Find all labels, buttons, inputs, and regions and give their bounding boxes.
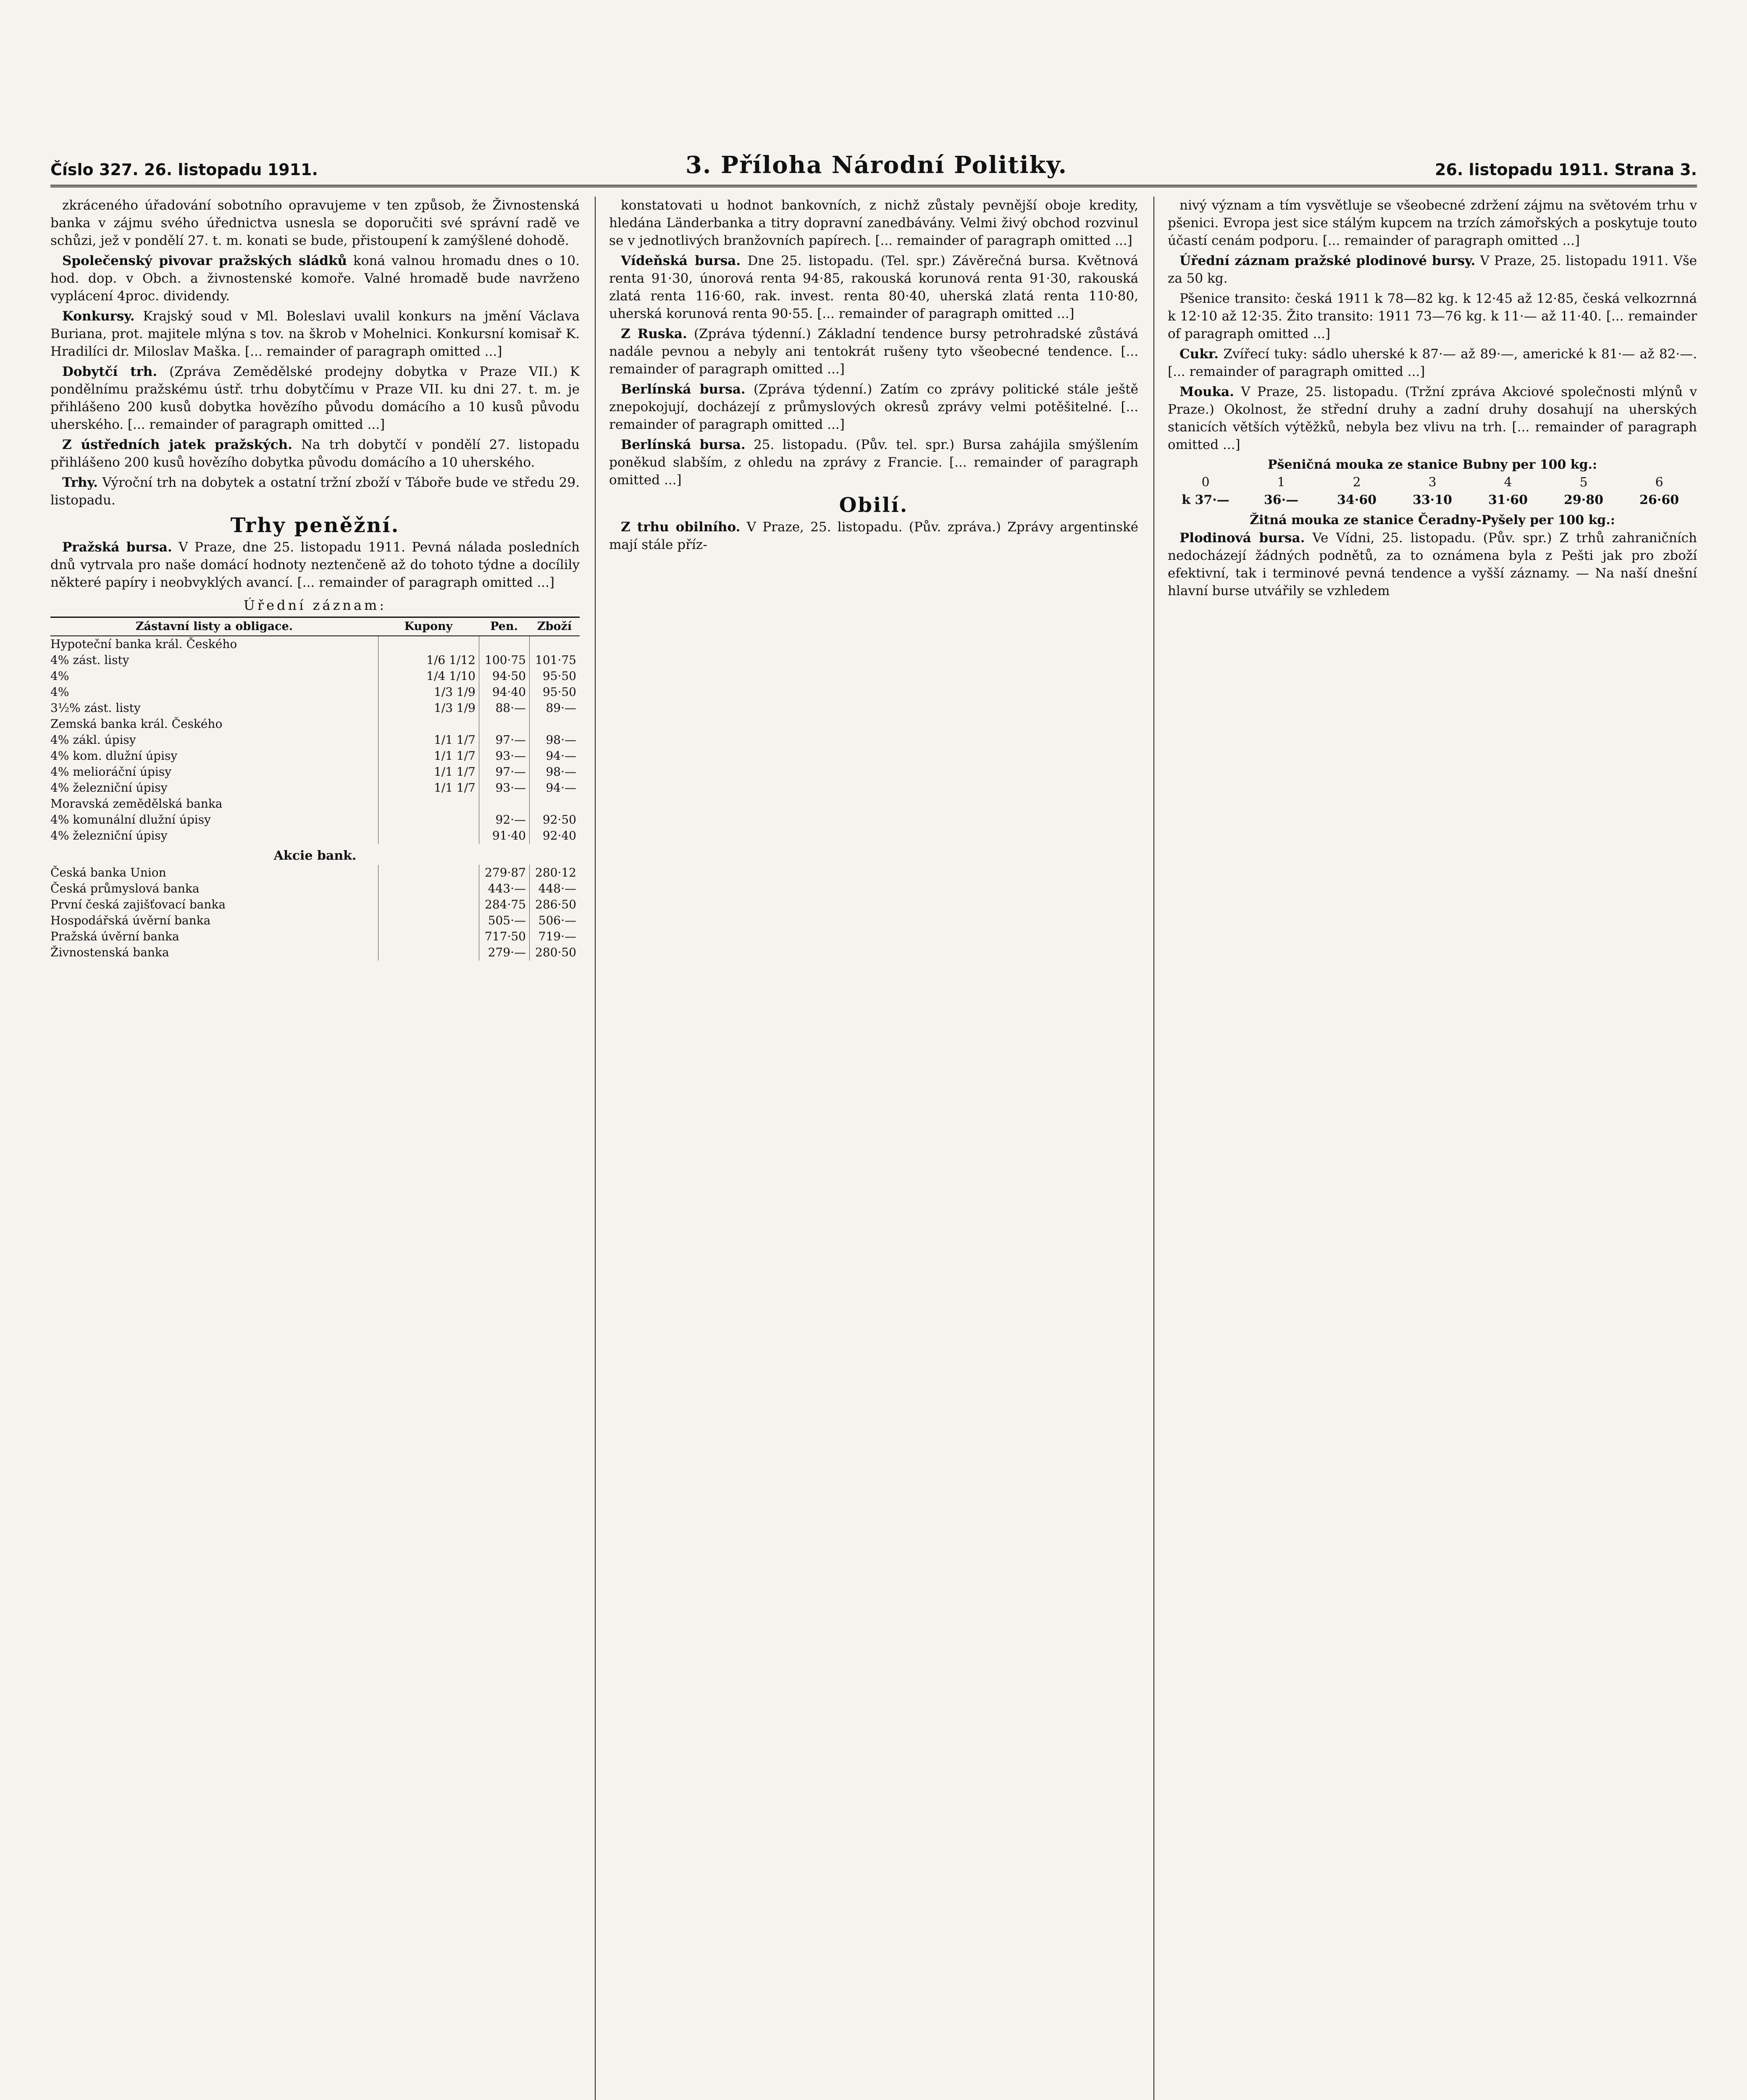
table-cell: 89·—	[529, 700, 580, 716]
table-cell: 1/6 1/12	[378, 652, 479, 668]
article-body: (Zpráva Zemědělské prodejny dobytka v Praze VII.) K pondělnímu pražskému ústř. trhu dobytčímu v Praze VII. ku dni 27. t. m. je přihlášeno 200 kusů dobytka hovězího původu domácího a 10 kusů původu uherského. [... remainder of paragraph omitted ...]	[50, 364, 580, 432]
table-cell: 719·—	[529, 929, 580, 945]
table-cell	[529, 716, 580, 732]
table-row	[50, 764, 580, 780]
table-cell	[378, 881, 479, 897]
table-cell: Hypoteční banka král. Českého	[50, 637, 237, 651]
article-body: (Zpráva týdenní.) Zatím co zprávy politické stále ještě znepokojují, docházejí z průmyslových okresů zprávy velmi potěšitelné. [... remainder of paragraph omitted ...]	[609, 382, 1138, 432]
table-cell: 4% zást. listy	[50, 653, 129, 667]
table-cell: 1/3 1/9	[378, 700, 479, 716]
table-cell: 100·75	[479, 652, 529, 668]
table-cell	[378, 636, 479, 652]
table-subtitle: Akcie bank.	[273, 848, 357, 863]
table-cell: Moravská zemědělská banka	[50, 797, 223, 811]
article-body: V Praze, 25. listopadu. (Tržní zpráva Akciové společnosti mlýnů v Praze.) Okolnost, že střední druhy a zadní druhy dosahují na uherských stanicích větších výtěžků, nebyla bez vlivu na trh. [... remainder of paragraph omitted ...]	[1168, 384, 1697, 452]
page-header	[50, 151, 1697, 187]
article-lead: Vídeňská bursa.	[621, 253, 741, 268]
subheading: Úřední záznam:	[243, 597, 387, 613]
article-body: V Praze, dne 25. listopadu 1911. Pevná nálada posledních dnů vytrvala pro naše domácí hodnoty neztenčeně až do tohoto týdne a docílily některé papíry i neobvyklých avancí. [... remainder of paragraph omitted ...]	[50, 540, 580, 590]
article-lead: Z Ruska.	[621, 326, 687, 341]
article-body: Krajský soud v Ml. Boleslavi uvalil konkurs na jmění Václava Buriana, prot. majitele mlýna s tov. na škrob v Mohelnici. Konkursní komisař K. Hradilíci dr. Miloslav Maška. [... remainder of paragraph omitted ...]	[50, 309, 580, 359]
article-lead: Úřední záznam pražské plodinové bursy.	[1180, 253, 1476, 268]
article-paragraph	[609, 436, 1138, 489]
grade: 2	[1353, 475, 1361, 490]
table-cell: Česká průmyslová banka	[50, 882, 200, 895]
article-body: V Praze, 25. listopadu. (Pův. zpráva.) Zprávy argentinské mají stále příz-	[609, 520, 1138, 552]
article-lead: Konkursy.	[62, 309, 135, 324]
article-body: Ve Vídni, 25. listopadu. (Pův. spr.) Z trhů zahraničních nedocházejí žádných podnětů, za to oznámena byla z Pešti jak pro zboží efektivní, tak i terminové pevná tendence a vyšší záznamy. — Na naší dnešní hlavní burse utvářily se vzhledem	[1168, 530, 1697, 598]
table-cell: 94·40	[479, 684, 529, 700]
table-cell	[378, 796, 479, 812]
article-text: zkráceného úřadování sobotního opravujeme v ten způsob, že Živnostenská banka v zájmu svého úřednictva usnesla se doporučiti své správní radě ve schůzi, jež v pondělí 27. t. m. konati se bude, přistoupení k zamýšlené dohodě.	[50, 198, 580, 248]
price: 31·60	[1488, 493, 1528, 507]
table-cell: 94·—	[529, 780, 580, 796]
article-body: Výroční trh na dobytek a ostatní tržní zboží v Táboře bude ve středu 29. listopadu.	[50, 475, 580, 508]
table-cell	[378, 828, 479, 844]
table-cell: 1/3 1/9	[378, 684, 479, 700]
table-cell: Hospodářská úvěrní banka	[50, 914, 211, 927]
table-cell: 3½% zást. listy	[50, 701, 141, 715]
table-cell: 717·50	[479, 929, 529, 945]
table-cell: 97·—	[479, 732, 529, 748]
article-paragraph	[1168, 383, 1697, 454]
article-lead: Dobytčí trh.	[62, 364, 158, 379]
table-cell: 4% komunální dlužní úpisy	[50, 813, 211, 827]
table-cell: 4% kom. dlužní úpisy	[50, 749, 178, 763]
price: 33·10	[1413, 493, 1452, 507]
table-cell: 1/1 1/7	[378, 780, 479, 796]
column-header: Zboží	[537, 620, 572, 633]
table-cell: 88·—	[479, 700, 529, 716]
section-title: Obilí.	[839, 494, 909, 517]
table-cell	[378, 897, 479, 913]
table-cell: 101·75	[529, 652, 580, 668]
article-body: Dne 25. listopadu. (Tel. spr.) Závěrečná bursa. Květnová renta 91·30, únorová renta 94·85, rakouská korunová renta 91·30, rakouská zlatá renta 116·60, rak. invest. renta 80·40, uherská zlatá renta 110·80, uherská korunová renta 90·55. [... remainder of paragraph omitted ...]	[609, 253, 1138, 321]
article-paragraph	[50, 252, 580, 305]
page-number: 26. listopadu 1911. Strana 3.	[1435, 160, 1697, 179]
three-columns	[50, 197, 1697, 2100]
price: 29·80	[1564, 493, 1603, 507]
masthead: 3. Příloha Národní Politiky.	[685, 151, 1067, 179]
article-paragraph	[609, 325, 1138, 378]
article-paragraph	[609, 381, 1138, 433]
table-cell: 98·—	[529, 764, 580, 780]
table-cell: Pražská úvěrní banka	[50, 929, 179, 943]
article-paragraph	[1168, 345, 1697, 381]
rye-label: Žitná mouka ze stanice Čeradny-Pyšely per 100 kg.:	[1250, 513, 1615, 528]
table-row	[50, 881, 580, 897]
table-cell: 4%	[50, 669, 69, 683]
section-title: Trhy peněžní.	[230, 514, 400, 537]
grade: 0	[1201, 475, 1210, 490]
table-cell: 286·50	[529, 897, 580, 913]
table-row	[50, 716, 580, 732]
article-lead: Mouka.	[1180, 384, 1234, 399]
table-cell: 443·—	[479, 881, 529, 897]
grade: 5	[1579, 475, 1588, 490]
table-cell: 4%	[50, 685, 69, 699]
table-cell: 1/4 1/10	[378, 668, 479, 684]
table-cell: 93·—	[479, 748, 529, 764]
article-paragraph	[1168, 529, 1697, 600]
table-row	[50, 668, 580, 684]
table-row	[50, 945, 580, 961]
article-lead: Společenský pivovar pražských sládků	[62, 253, 347, 268]
issue-date: Číslo 327. 26. listopadu 1911.	[50, 160, 318, 179]
article-paragraph	[50, 307, 580, 360]
article-text: konstatovati u hodnot bankovních, z nichž zůstaly pevnější oboje kredity, hledána Länderbanka a titry dopravní zanedbávány. Velmi živý obchod rozvinul se v jednotlivých branžovních papírech. [... remainder of paragraph omitted ...]	[609, 198, 1138, 248]
table-cell: 505·—	[479, 913, 529, 929]
grade: 1	[1277, 475, 1285, 490]
article-lead: Z ústředních jatek pražských.	[62, 437, 292, 452]
article-paragraph	[50, 363, 580, 433]
table-cell: 92·50	[529, 812, 580, 828]
column-header: Pen.	[490, 620, 518, 633]
table-cell	[378, 913, 479, 929]
table-row	[50, 865, 580, 881]
table-cell	[479, 636, 529, 652]
table-cell	[378, 945, 479, 961]
table-row	[50, 700, 580, 716]
table-cell: 506·—	[529, 913, 580, 929]
table-cell: 279·87	[479, 865, 529, 881]
article-body: koná valnou hromadu dnes o 10. hod. dop. v Obch. a živnostenské komoře. Valné hromadě bude navrženo vyplácení 4proc. dividendy.	[50, 253, 580, 304]
table-cell: 95·50	[529, 684, 580, 700]
table-cell: Česká banka Union	[50, 866, 166, 879]
table-cell	[529, 636, 580, 652]
flour-label: Pšeničná mouka ze stanice Bubny per 100 kg.:	[1267, 457, 1597, 472]
table-cell: 448·—	[529, 881, 580, 897]
column-2	[595, 197, 1138, 2100]
article-paragraph	[50, 538, 580, 591]
table-cell: Živnostenská banka	[50, 945, 169, 959]
grade: 6	[1655, 475, 1663, 490]
article-paragraph	[609, 252, 1138, 323]
table-cell: 280·12	[529, 865, 580, 881]
table-cell: První česká zajišťovací banka	[50, 898, 226, 911]
article-lead: Trhy.	[62, 475, 98, 490]
table-cell: 92·—	[479, 812, 529, 828]
table-cell: 98·—	[529, 732, 580, 748]
article-text: Pšenice transito: česká 1911 k 78—82 kg. k 12·45 až 12·85, česká velkozrnná k 12·10 až 12·35. Žito transito: 1911 73—76 kg. k 11·— až 11·40. [... remainder of paragraph omitted ...]	[1168, 291, 1697, 341]
price: k 37·—	[1182, 493, 1229, 507]
article-paragraph	[609, 518, 1138, 554]
table-row	[50, 913, 580, 929]
article-paragraph	[50, 436, 580, 471]
table-cell: 4% železniční úpisy	[50, 781, 168, 795]
price: 26·60	[1639, 493, 1679, 507]
table-cell	[378, 929, 479, 945]
table-body	[50, 636, 580, 844]
table-cell	[479, 716, 529, 732]
table-row	[50, 828, 580, 844]
table-cell: 93·—	[479, 780, 529, 796]
table-row	[50, 684, 580, 700]
table-header	[50, 617, 580, 636]
table-cell	[479, 796, 529, 812]
article-lead: Cukr.	[1180, 346, 1219, 362]
table-cell	[378, 812, 479, 828]
newspaper-page	[50, 151, 1697, 2100]
table-row	[50, 732, 580, 748]
price: 36·—	[1264, 493, 1299, 507]
table-row	[50, 897, 580, 913]
table-cell: 4% melioráční úpisy	[50, 765, 171, 779]
column-header: Kupony	[404, 620, 453, 633]
article-lead: Berlínská bursa.	[621, 437, 746, 452]
table-row	[50, 929, 580, 945]
article-lead: Pražská bursa.	[62, 540, 172, 555]
article-body: V Praze, 25. listopadu 1911. Vše za 50 kg.	[1168, 253, 1697, 286]
table-cell: 4% zákl. úpisy	[50, 733, 136, 747]
article-body: (Zpráva týdenní.) Základní tendence bursy petrohradské zůstává nadále pevnou a nebyly ani tentokrát rušeny tyto všeobecné tendence. [... remainder of paragraph omitted ...]	[609, 326, 1138, 377]
grade: 4	[1504, 475, 1512, 490]
flour-grades	[1168, 474, 1697, 491]
price: 34·60	[1337, 493, 1377, 507]
table-row	[50, 652, 580, 668]
article-body: Zvířecí tuky: sádlo uherské k 87·— až 89·—, americké k 81·— až 82·—. [... remainder of paragraph omitted ...]	[1168, 346, 1697, 379]
table-cell: 4% železniční úpisy	[50, 829, 168, 843]
table-row	[50, 636, 580, 652]
article-body: 25. listopadu. (Pův. tel. spr.) Bursa zahájila smýšlením poněkud slabším, z ohledu na zprávy z Francie. [... remainder of paragraph omitted ...]	[609, 437, 1138, 488]
table-cell: 97·—	[479, 764, 529, 780]
table-cell: 92·40	[529, 828, 580, 844]
table-cell: 284·75	[479, 897, 529, 913]
grade: 3	[1428, 475, 1437, 490]
table-cell: 1/1 1/7	[378, 764, 479, 780]
table-cell: Zemská banka král. Českého	[50, 717, 223, 731]
flour-prices	[1168, 491, 1697, 509]
table-cell: 94·50	[479, 668, 529, 684]
article-paragraph	[50, 474, 580, 509]
column-3	[1153, 197, 1697, 2100]
table-row	[50, 780, 580, 796]
article-text: nivý význam a tím vysvětluje se všeobecné zdržení zájmu na světovém trhu v pšenici. Evropa jest sice stálým kupcem na trzích zámořských a poskytuje touto účastí cenám podporu. [... remainder of paragraph omitted ...]	[1168, 198, 1697, 248]
table-cell: 91·40	[479, 828, 529, 844]
table-cell	[529, 796, 580, 812]
table-cell	[378, 865, 479, 881]
table-row	[50, 796, 580, 812]
table-cell: 94·—	[529, 748, 580, 764]
table-row	[50, 748, 580, 764]
article-body: Na trh dobytčí v pondělí 27. listopadu přihlášeno 200 kusů hovězího dobytka původu domácího a 10 uherského.	[50, 437, 580, 470]
article-lead: Berlínská bursa.	[621, 382, 746, 397]
table-cell: 280·50	[529, 945, 580, 961]
table-cell: 95·50	[529, 668, 580, 684]
article-paragraph	[1168, 252, 1697, 287]
article-lead: Z trhu obilního.	[621, 520, 741, 535]
article-lead: Plodinová bursa.	[1180, 530, 1305, 546]
table-body	[50, 865, 580, 961]
table-cell	[378, 716, 479, 732]
table-row	[50, 812, 580, 828]
table-cell: 1/1 1/7	[378, 732, 479, 748]
table-cell: 1/1 1/7	[378, 748, 479, 764]
column-header: Zástavní listy a obligace.	[135, 620, 293, 633]
column-1	[50, 197, 580, 2100]
table-cell: 279·—	[479, 945, 529, 961]
